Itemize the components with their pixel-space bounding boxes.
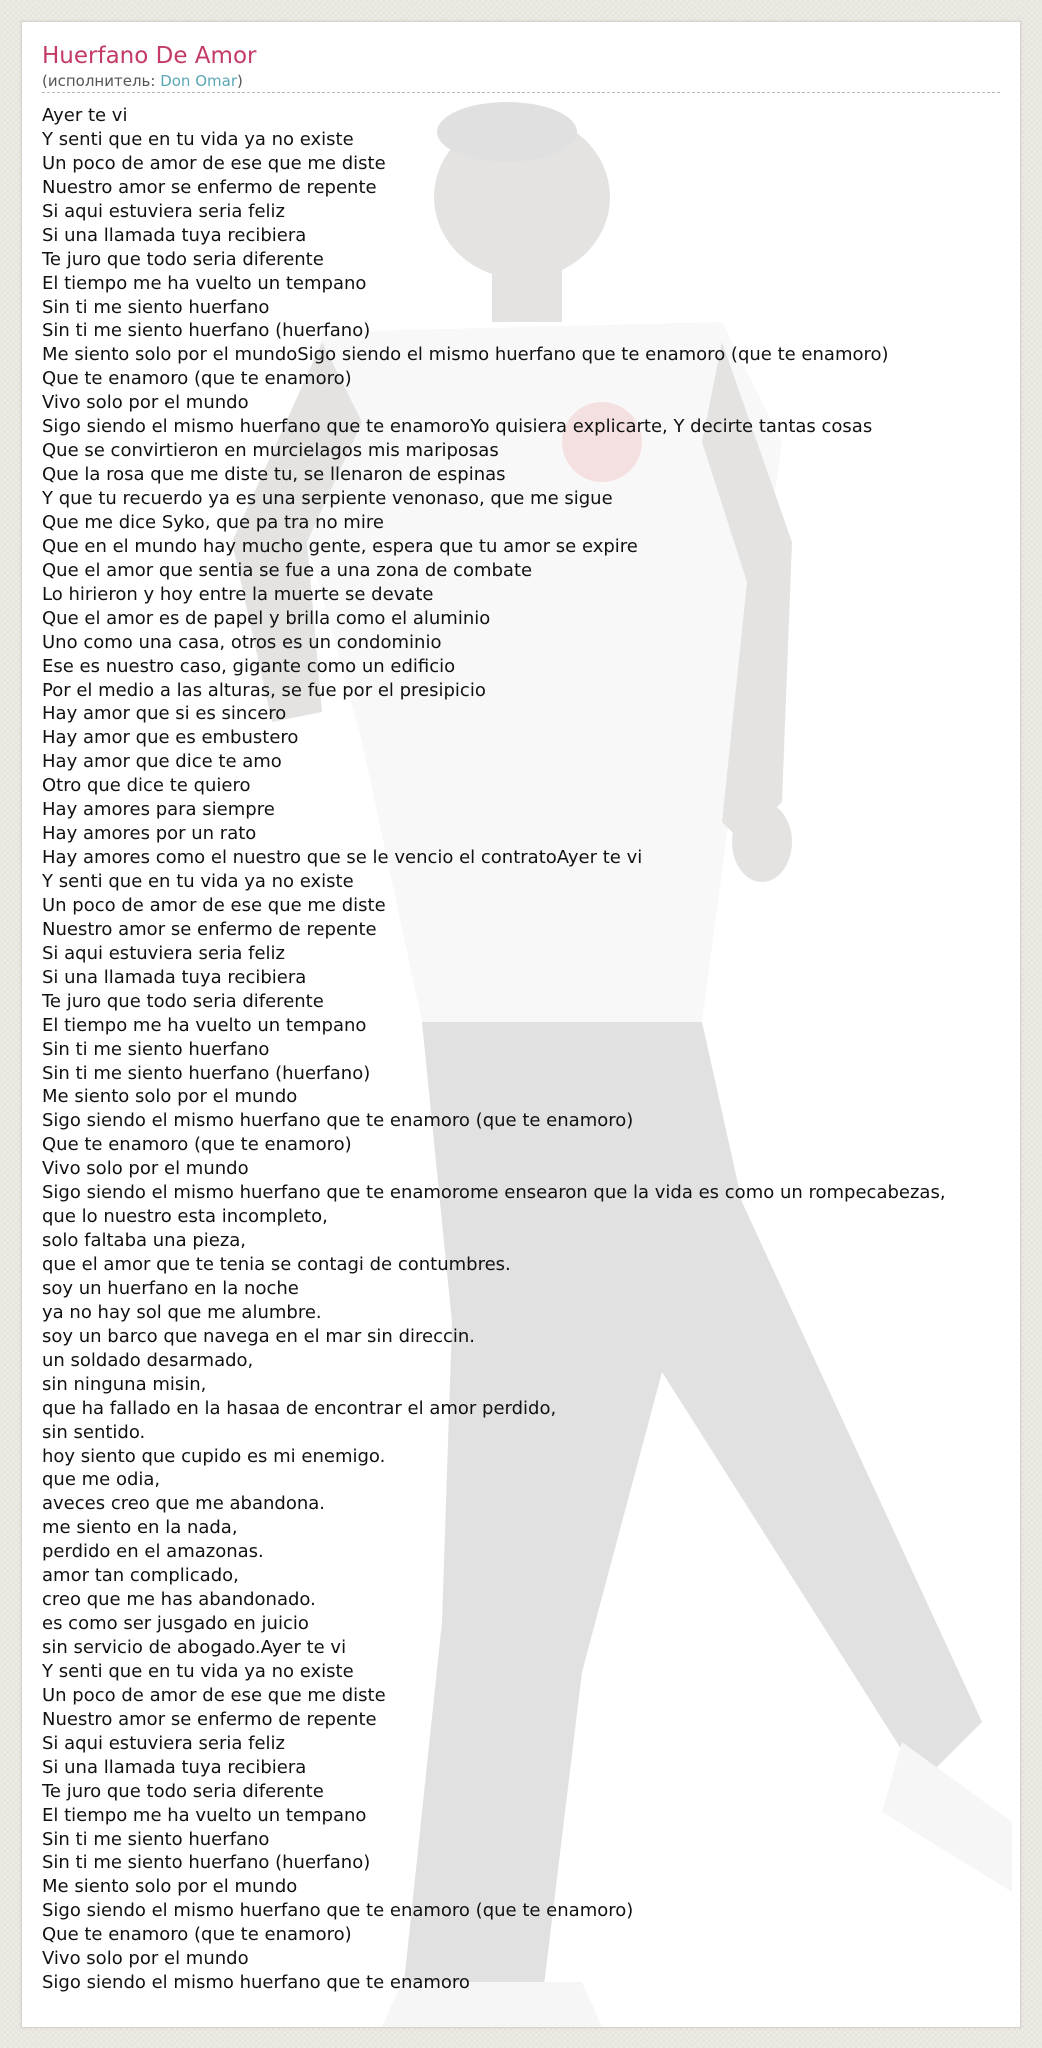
lyric-line: ya no hay sol que me alumbre. xyxy=(42,1301,322,1323)
lyric-line: Nuestro amor se enfermo de repente xyxy=(42,176,377,198)
lyric-line: un soldado desarmado, xyxy=(42,1349,254,1371)
lyric-line: Me siento solo por el mundoSigo siendo el mismo huerfano que te enamoro (que te enamoro) xyxy=(42,344,889,366)
lyric-line: Que el amor que sentia se fue a una zona de combate xyxy=(42,559,533,581)
lyric-line: Si una llamada tuya recibiera xyxy=(42,224,307,246)
lyric-line: solo faltaba una pieza, xyxy=(42,1230,247,1252)
lyric-line: es como ser jusgado en juicio xyxy=(42,1613,309,1635)
lyric-line: Sin ti me siento huerfano xyxy=(42,296,270,318)
lyrics-content xyxy=(42,40,1000,1995)
lyric-line: Y senti que en tu vida ya no existe xyxy=(42,128,354,150)
lyric-line: Te juro que todo seria diferente xyxy=(42,1780,324,1802)
lyric-line: Un poco de amor de ese que me diste xyxy=(42,894,386,916)
lyric-line: me siento en la nada, xyxy=(42,1517,238,1539)
lyric-line: Sin ti me siento huerfano xyxy=(42,1828,270,1850)
lyric-line: sin ninguna misin, xyxy=(42,1373,207,1395)
artist-prefix: (исполнитель: xyxy=(42,72,161,90)
lyric-line: Uno como una casa, otros es un condominio xyxy=(42,631,442,653)
artist-line xyxy=(42,72,1000,90)
lyric-line: Que me dice Syko, que pa tra no mire xyxy=(42,511,384,533)
lyric-line: hoy siento que cupido es mi enemigo. xyxy=(42,1445,386,1467)
lyric-line: que me odia, xyxy=(42,1469,161,1491)
lyric-line: Que te enamoro (que te enamoro) xyxy=(42,368,352,390)
lyric-line: Me siento solo por el mundo xyxy=(42,1876,298,1898)
lyric-line: Por el medio a las alturas, se fue por el presipicio xyxy=(42,679,486,701)
lyric-line: Lo hirieron y hoy entre la muerte se devate xyxy=(42,583,434,605)
lyric-line: Te juro que todo seria diferente xyxy=(42,990,324,1012)
lyric-line: Hay amores para siempre xyxy=(42,799,275,821)
lyric-line: Y que tu recuerdo ya es una serpiente venonaso, que me sigue xyxy=(42,488,613,509)
lyric-line: Nuestro amor se enfermo de repente xyxy=(42,1708,377,1730)
lyric-line: Me siento solo por el mundo xyxy=(42,1086,298,1108)
lyric-line: Si aqui estuviera seria feliz xyxy=(42,942,285,964)
lyric-line: Sin ti me siento huerfano xyxy=(42,1038,270,1060)
artist-link[interactable]: Don Omar xyxy=(160,72,237,90)
lyric-line: Que se convirtieron en murcielagos mis mariposas xyxy=(42,440,499,462)
lyrics-text xyxy=(42,104,1000,1995)
lyric-line: Hay amor que si es sincero xyxy=(42,703,287,725)
lyric-line: soy un barco que navega en el mar sin direccin. xyxy=(42,1325,475,1347)
lyric-line: Un poco de amor de ese que me diste xyxy=(42,1684,386,1706)
lyric-line: Sigo siendo el mismo huerfano que te enamoro (que te enamoro) xyxy=(42,1110,634,1132)
lyric-line: Hay amor que es embustero xyxy=(42,727,299,749)
lyric-line: creo que me has abandonado. xyxy=(42,1589,316,1611)
lyric-line: sin servicio de abogado.Ayer te vi xyxy=(42,1637,347,1658)
lyric-line: Hay amor que dice te amo xyxy=(42,751,282,773)
lyric-line: Nuestro amor se enfermo de repente xyxy=(42,918,377,940)
lyric-line: Si una llamada tuya recibiera xyxy=(42,966,307,988)
lyric-line: Y senti que en tu vida ya no existe xyxy=(42,871,354,892)
lyric-line: Que te enamoro (que te enamoro) xyxy=(42,1134,352,1156)
lyric-line: perdido en el amazonas. xyxy=(42,1541,264,1563)
song-title: Huerfano De Amor xyxy=(42,43,257,69)
lyric-line: Sigo siendo el mismo huerfano que te enamoro xyxy=(42,1972,470,1994)
lyric-line: que ha fallado en la hasaa de encontrar el amor perdido, xyxy=(42,1397,557,1419)
lyric-line: Que el amor es de papel y brilla como el aluminio xyxy=(42,607,491,629)
lyric-line: Si aqui estuviera seria feliz xyxy=(42,1732,285,1754)
lyric-line: Vivo solo por el mundo xyxy=(42,392,249,414)
lyric-line: Otro que dice te quiero xyxy=(42,775,251,797)
lyric-line: Sin ti me siento huerfano (huerfano) xyxy=(42,1062,371,1084)
lyric-line: Hay amores como el nuestro que se le vencio el contratoAyer te vi xyxy=(42,847,643,869)
artist-suffix: ) xyxy=(236,72,243,90)
lyric-line: Sigo siendo el mismo huerfano que te enamoroYo quisiera explicarte, Y decirte tantas cosas xyxy=(42,416,873,438)
lyric-line: que lo nuestro esta incompleto, xyxy=(42,1206,328,1228)
lyric-line: El tiempo me ha vuelto un tempano xyxy=(42,1014,367,1036)
lyric-line: Y senti que en tu vida ya no existe xyxy=(42,1660,354,1682)
lyric-line: Ese es nuestro caso, gigante como un edificio xyxy=(42,655,456,677)
lyric-line: que el amor que te tenia se contagi de contumbres. xyxy=(42,1254,511,1275)
lyric-line: Ayer te vi xyxy=(42,105,128,126)
lyric-line: Si una llamada tuya recibiera xyxy=(42,1756,307,1778)
title-divider xyxy=(42,92,1000,93)
lyric-line: Hay amores por un rato xyxy=(42,823,257,845)
lyric-line: Que en el mundo hay mucho gente, espera que tu amor se expire xyxy=(42,535,638,557)
lyric-line: Que la rosa que me diste tu, se llenaron de espinas xyxy=(42,464,506,486)
lyric-line: aveces creo que me abandona. xyxy=(42,1493,325,1515)
lyrics-card xyxy=(21,21,1021,2028)
lyric-line: Que te enamoro (que te enamoro) xyxy=(42,1924,352,1946)
lyric-line: Sin ti me siento huerfano (huerfano) xyxy=(42,1852,371,1874)
lyric-line: El tiempo me ha vuelto un tempano xyxy=(42,272,367,294)
lyric-line: Vivo solo por el mundo xyxy=(42,1948,249,1970)
lyric-line: Vivo solo por el mundo xyxy=(42,1158,249,1180)
lyric-line: soy un huerfano en la noche xyxy=(42,1277,299,1299)
lyric-line: Si aqui estuviera seria feliz xyxy=(42,200,285,222)
lyric-line: Te juro que todo seria diferente xyxy=(42,248,324,270)
lyric-line: Sigo siendo el mismo huerfano que te enamorome ensearon que la vida es como un rompecabezas, xyxy=(42,1182,946,1204)
lyric-line: Un poco de amor de ese que me diste xyxy=(42,152,386,174)
lyric-line: sin sentido. xyxy=(42,1421,146,1443)
lyric-line: Sigo siendo el mismo huerfano que te enamoro (que te enamoro) xyxy=(42,1900,634,1922)
lyric-line: El tiempo me ha vuelto un tempano xyxy=(42,1804,367,1826)
lyric-line: Sin ti me siento huerfano (huerfano) xyxy=(42,320,371,342)
lyric-line: amor tan complicado, xyxy=(42,1565,239,1587)
